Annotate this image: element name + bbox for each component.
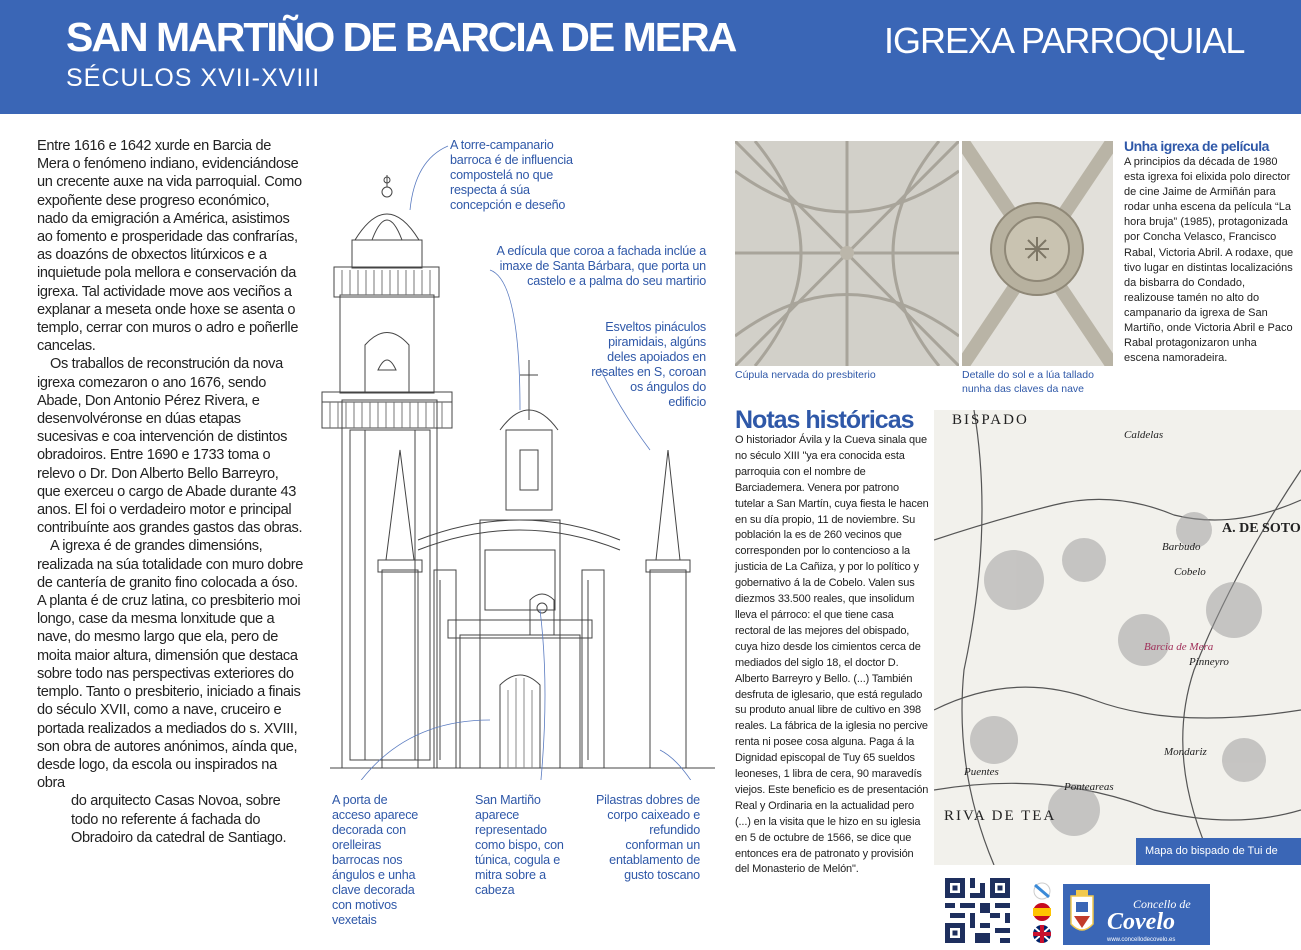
boss-caption: Detalle do sol e a lúa tallado nunha das claves da nave: [962, 369, 1094, 395]
logo-url: www.concellodecovelo.es: [1107, 937, 1176, 943]
film-title: Unha igrexa de película: [1124, 138, 1269, 154]
logo-line1: Concello de: [1133, 897, 1191, 911]
boss-photo: [962, 141, 1113, 366]
map-label-pinneyro: Pinneyro: [1189, 656, 1229, 668]
map-label-caldelas: Caldelas: [1124, 429, 1164, 441]
annotation-aedicule: A edícula que coroa a fachada inclúe a imaxe de Santa Bárbara, que porta un castelo e a palma do seu martirio: [496, 244, 706, 288]
church-facade-drawing: [320, 130, 720, 780]
qr-code-icon[interactable]: [945, 878, 1010, 943]
notes-text: O historiador Ávila y la Cueva sinala que no século XIII "ya era conocida esta parroquia con el nombre de Barciademera. Venera por patrono tutelar a San Martín, cuya fiesta le hacen en su día propio, 11 de noviembre. Su población la es de 260 vecinos que corresponden por lo contencioso a la justicia de La Cañiza, y por lo político y gobernativo á la de Cobelo. Valen sus diezmos 33.500 reales, que insolidum lleva el párroco: el que tiene casa rectoral de las mejores del obispado, cuya hizo desde los cimientos cerca de mediados del siglo 18, el doctor D. Alberto Barreyro y Bello. (...) También desfruta de iglesario, que está regulado su produto anual libre de cultivo en 398 reales. La fábrica de la iglesia no percive renta ni posee cosa alguna. Paga á la Dignidad episcopal de Tuy 65 sueldos leoneses, 1 libra de cera, 90 maravedís viejos. Este beneficio es de presentación Real y Ordinaria en la actualidad pero (...) en la visita que le hizo en su iglesia en 5 de octubre de 1566, se dice que entonces era de patronato y provisión del Monasterio de Melón".: [735, 434, 929, 876]
coat-of-arms-icon: [1071, 890, 1093, 930]
intro-paragraph-2: Os traballos de reconstrución da nova igrexa comezaron o ano 1676, sendo Abade, Don Antonio Pérez Rivera, e desenvolvéronse en dúas etapas sucesivas e coa intervención de distintos obradoiros. Entre 1690 e 1733 toma o relevo o Dr. Don Alberto Bello Barreyro, que exerceu o cargo de Abade durante 43 anos. El foi o verdadeiro motor e principal contribuínte aos grandes gastos das obras.: [37, 356, 303, 537]
intro-text: [37, 137, 303, 847]
english-flag-icon: [1033, 925, 1051, 943]
map-label-barcia: Barcia de Mera: [1144, 641, 1214, 653]
notes-title: Notas históricas: [735, 406, 914, 434]
map-label-cobelo: Cobelo: [1174, 566, 1206, 578]
header-banner: [0, 0, 1301, 114]
intro-paragraph-3: A igrexa é de grandes dimensións, realizada na súa totalidade con muro dobre de cantería de granito fino colocada a óso. A planta é de cruz latina, co presbiterio moi longo, case da mesma lonxitude que a nave, do mesmo largo que ela, pero de moita maior altura, dimensión que destaca sobre todo nas perspectivas exteriores do templo. Tanto o presbiterio, iniciado a finais do século XVII, como a nave, cruceiro e portada realizados a mediados do s. XVIII, son obra de autores anónimos, aínda que, desde logo, da escola ou inspirados na obra: [37, 538, 304, 792]
annotation-pinnacles: Esveltos pináculos piramidais, algúns deles apoiados en resaltes en S, coroan os ángulos do edificio: [591, 320, 706, 409]
page-title: SAN MARTIÑO DE BARCIA DE MERA: [66, 14, 736, 60]
map-label-mondariz: Mondariz: [1164, 746, 1207, 758]
map-label-barbudo: Barbudo: [1162, 541, 1201, 553]
page-subtitle: SÉCULOS XVII-XVIII: [66, 64, 321, 92]
annotation-saint: San Martiño aparece representado como bispo, con túnica, cogula e mitra sobre a cabeza: [475, 793, 564, 897]
map-label-soto: A. DE SOTO: [1222, 521, 1301, 536]
map-label-bispado: BISPADO: [952, 412, 1029, 428]
map-label-puentes: Puentes: [964, 766, 999, 778]
historic-map: [934, 410, 1301, 865]
intro-paragraph-3-cont: do arquitecto Casas Novoa, sobre todo no referente á fachada do Obradoiro da catedral de Santiago.: [71, 793, 287, 846]
language-flags[interactable]: [1029, 882, 1055, 944]
page-category: IGREXA PARROQUIAL: [884, 20, 1245, 61]
intro-paragraph-1: Entre 1616 e 1642 xurde en Barcia de Mera o fenómeno indiano, evidenciándose un crecente auxe na vida parroquial. Como expoñente dese progreso económico, nado da emigración a América, asistimos ao fomento e prosperidade das confrarías, as doazóns de obxectos litúrxicos e a inquietude pola mellora e conservación da igrexa. Tal actividade move aos veciños a explanar a meseta onde hoxe se asenta o templo, cerrar con muros o adro e poñerlle cancelas.: [37, 138, 302, 355]
annotation-door: A porta de acceso aparece decorada con orelleiras barrocas nos ángulos e unha clave decorada con motivos vexetais: [332, 793, 419, 927]
map-label-rivadetea: RIVA DE TEA: [944, 808, 1057, 824]
annotation-tower: A torre-campanario barroca é de influencia compostelá no que respecta á súa concepción e deseño: [450, 138, 573, 212]
spanish-flag-icon: [1033, 903, 1051, 921]
map-caption: Mapa do bispado de Tui de 1766: [1136, 838, 1301, 865]
vault-caption: Cúpula nervada do presbiterio: [735, 369, 876, 381]
film-text: A principios da década de 1980 esta igrexa foi elixida polo director de cine Jaime de Armiñán para rodar unha escena da película “La hora bruja” (1985), protagonizada por Concha Velasco, Francisco Rabal, Victoria Abril. A rodaxe, que tivo lugar en distintas localizacións da bisbarra do Condado, realizouse tamén no alto do campanario da igrexa de San Martiño, onde Victoria Abril e Paco Rabal protagonizaron unha escena namoradeira.: [1124, 156, 1294, 365]
logo-line2: Covelo: [1107, 909, 1175, 935]
annotation-pilasters: Pilastras dobres de corpo caixeado e refundido conforman un entablamento de gusto toscano: [595, 793, 700, 882]
concello-covelo-logo[interactable]: [1063, 884, 1210, 945]
galician-flag-icon: [1034, 883, 1050, 899]
map-label-ponteareas: Ponteareas: [1064, 781, 1114, 793]
vault-photo: [735, 141, 959, 366]
